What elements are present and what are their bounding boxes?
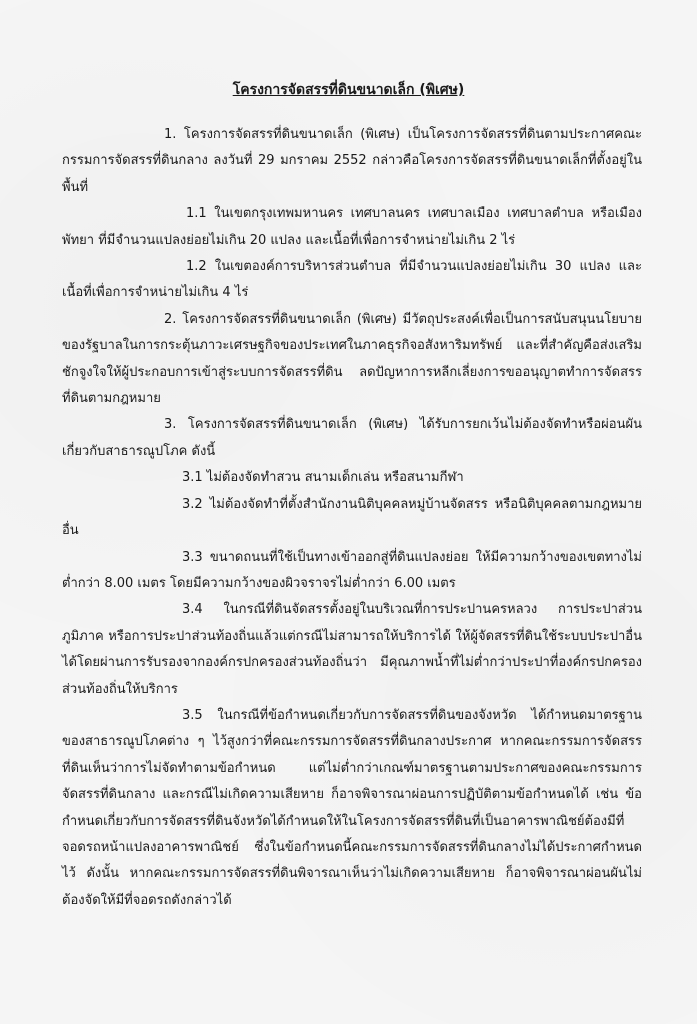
paragraph-3-4: 3.4 ในกรณีที่ดินจัดสรรตั้งอยู่ในบริเวณที่การประปานครหลวง การประปาส่วนภูมิภาค หรือการประปาส่วนท้องถิ่นแล้วแต่กรณีไม่สามารถให้บริการได้ ให้ผู้จัดสรรที่ดินใช้ระบบประปาอื่นได้โดยผ่านการรับรองจากองค์กรปกครองส่วนท้องถิ่นว่า มีคุณภาพน้ำที่ไม่ต่ำกว่าประปาที่องค์กรปกครองส่วนท้องถิ่นให้บริการ: [62, 602, 642, 697]
paragraph-3: 3. โครงการจัดสรรที่ดินขนาดเล็ก (พิเศษ) ได้รับการยกเว้นไม่ต้องจัดทำหรือผ่อนผันเกี่ยวกับสาธารณูปโภค ดังนี้: [62, 417, 642, 459]
document-body: [62, 122, 642, 914]
paragraph-3-2: 3.2 ไม่ต้องจัดทำที่ตั้งสำนักงานนิติบุคคลหมู่บ้านจัดสรร หรือนิติบุคคลตามกฎหมายอื่น: [62, 496, 642, 539]
paragraph-1-2: 1.2 ในเขตองค์การบริหารส่วนตำบล ที่มีจำนวนแปลงย่อยไม่เกิน 30 แปลง และเนื้อที่เพื่อการจำหน่ายไม่เกิน 4 ไร่: [62, 259, 642, 301]
paragraph-3-1: 3.1 ไม่ต้องจัดทำสวน สนามเด็กเล่น หรือสนามกีฬา: [182, 470, 464, 486]
paragraph-1-1: 1.1 ในเขตกรุงเทพมหานคร เทศบาลนคร เทศบาลเมือง เทศบาลตำบล หรือเมืองพัทยา ที่มีจำนวนแปลงย่อยไม่เกิน 20 แปลง และเนื้อที่เพื่อการจำหน่ายไม่เกิน 2 ไร่: [62, 206, 642, 248]
document-title: โครงการจัดสรรที่ดินขนาดเล็ก (พิเศษ): [232, 82, 465, 98]
paragraph-2: 2. โครงการจัดสรรที่ดินขนาดเล็ก (พิเศษ) มีวัตถุประสงค์เพื่อเป็นการสนับสนุนนโยบายของรัฐบาลในการกระตุ้นภาวะเศรษฐกิจของประเทศในภาคธุรกิจอสังหาริมทรัพย์ และที่สำคัญคือส่งเสริมชักจูงใจให้ผู้ประกอบการเข้าสู่ระบบการจัดสรรที่ดิน ลดปัญหาการหลีกเลี่ยงการขออนุญาตทำการจัดสรรที่ดินตามกฎหมาย: [62, 311, 642, 407]
paragraph-1: 1. โครงการจัดสรรที่ดินขนาดเล็ก (พิเศษ) เป็นโครงการจัดสรรที่ดินตามประกาศคณะกรรมการจัดสรรที่ดินกลาง ลงวันที่ 29 มกราคม 2552 กล่าวคือโครงการจัดสรรที่ดินขนาดเล็กที่ตั้งอยู่ในพื้นที่: [62, 127, 642, 195]
paragraph-3-3: 3.3 ขนาดถนนที่ใช้เป็นทางเข้าออกสู่ที่ดินแปลงย่อย ให้มีความกว้างของเขตทางไม่ต่ำกว่า 8.00 เมตร โดยมีความกว้างของผิวจราจรไม่ต่ำกว่า 6.00 เมตร: [62, 549, 642, 591]
paragraph-3-5: 3.5 ในกรณีที่ข้อกำหนดเกี่ยวกับการจัดสรรที่ดินของจังหวัด ได้กำหนดมาตรฐานของสาธารณูปโภคต่าง ๆ ไว้สูงกว่าที่คณะกรรมการจัดสรรที่ดินกลางประกาศ หากคณะกรรมการจัดสรรที่ดินเห็นว่าการไม่จัดทำตามข้อกำหนด แต่ไม่ต่ำกว่าเกณฑ์มาตรฐานตามประกาศของคณะกรรมการจัดสรรที่ดินกลาง และกรณีไม่เกิดความเสียหาย ก็อาจพิจารณาผ่อนการปฏิบัติตามข้อกำหนดได้ เช่น ข้อกำหนดเกี่ยวกับการจัดสรรที่ดินจังหวัดได้กำหนดให้ในโครงการจัดสรรที่ดินที่เป็นอาคารพาณิชย์ต้องมีที่จอดรถหน้าแปลงอาคารพาณิชย์ ซึ่งในข้อกำหนดนี้คณะกรรมการจัดสรรที่ดินกลางไม่ได้ประกาศกำหนดไว้ ดังนั้น หากคณะกรรมการจัดสรรที่ดินพิจารณาเห็นว่าไม่เกิดความเสียหาย ก็อาจพิจารณาผ่อนผันไม่ต้องจัดให้มีที่จอดรถดังกล่าวได้: [62, 707, 642, 908]
